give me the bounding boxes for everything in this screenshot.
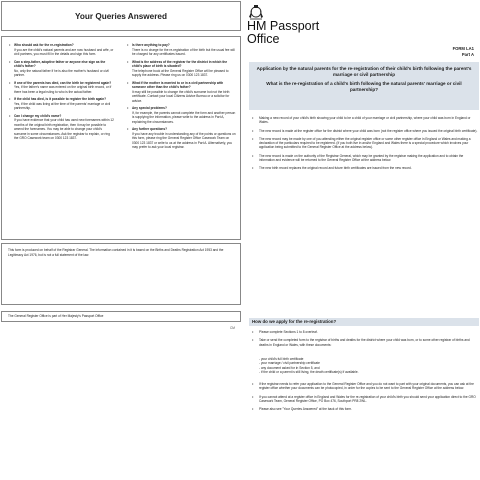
query-answer: It may still be possible to change the child's surname but not the birth certificate. Contact your local Citizens Advice Bureau or a solicitor for advice. (132, 89, 230, 103)
document-item: - if the child or a parent is still living, the death certificate(s) if available. (259, 369, 359, 374)
query-item (126, 43, 236, 57)
query-answer: If you have evidence that your child has used new forenames within 12 months of the original birth registration, then it may be possible to amend the forenames. You may be able to change your child's surname in some circumstances. Ask the registrar to explain, or ring the GRO Casework team on 0300 123 1837. (14, 118, 114, 140)
queries-title: Your Queries Answered (1, 1, 241, 31)
query-question: • What is the address of the registrar for the district in which the child's place of birth is situated? (132, 59, 228, 68)
query-question: • Any further questions? (132, 127, 168, 131)
query-item (126, 127, 236, 150)
form-title-banner (249, 62, 479, 110)
logo-line-2: Office (247, 32, 280, 46)
re-registration-explanation (249, 116, 479, 175)
query-question: • If the child has died, is it possible to register the birth again? (14, 97, 107, 101)
queries-column-right (126, 43, 236, 153)
query-question: • What if the mother is married to or in a civil partnership with someone other than the child's father? (132, 80, 224, 89)
queries-column-left (8, 43, 114, 144)
query-answer: If, for example, the parents cannot complete the form and another person is supplying the information, please write to the address in Part A, explaining the circumstances. (132, 110, 236, 124)
query-item (126, 60, 236, 78)
query-item (8, 43, 114, 57)
query-answer: If you have any trouble in understanding any of the points or questions on this form, please ring the General Register Office Casework Team on 0300 123 1837 or write to us at the address in Part A. Alternatively, you may prefer to ask your local registrar. (132, 131, 236, 149)
bullet-item: • Making a new record of your child's birth showing your child to be a child of your marriage or civil partnership, where your child was born in England or Wales. (249, 116, 479, 125)
document-item: - any document asked for in Section 5, and (259, 365, 320, 370)
bullet-item: • If you cannot attend at a register office in England and Wales for the re-registration of your child's birth you should send your application direct to the GRO Casework Team, General Register Office, PO Box 476, Southport PR8 2WL. (249, 395, 479, 404)
apply-steps (249, 330, 479, 351)
query-answer: No, only the natural father if he is also the mother's husband or civil partner. (14, 68, 109, 77)
query-item (8, 60, 114, 78)
bullet-item: • Please also see "Your Queries Answered" at the back of this form. (249, 407, 479, 411)
bullet-item: • The new record may be made by one of you attending either the original register office or some other register office in England or Wales and making a declaration of the particulars required to be registered. (If you both live in and/or England and Wales there is a special procedure which involves your application being submitted to the General Register Office at the address below). (249, 137, 479, 150)
bullet-item: • Take or send the completed form to the registrar of births and deaths for the district where your child was born, or to some other registrar of births and deaths in England or Wales, with these documents: (249, 338, 479, 347)
bullet-item: • Please complete Sections 1 to 8 overleaf. (249, 330, 479, 334)
document-item: - your child's full birth certificate (259, 357, 304, 361)
query-question: • Can I change my child's name? (14, 113, 62, 118)
query-answer: Yes, if the child was living at the time of the parents' marriage or civil partnership. (14, 101, 111, 110)
query-answer: If you are the child's natural parents and are now husband and wife, or civil partners, you must fill in the details and sign this form. (14, 47, 114, 56)
query-answer: There is no charge for the re-registration of the birth but the usual fee will be charged for any certificates issued. (132, 47, 235, 56)
query-item (8, 114, 114, 141)
section-heading-apply: How do we apply for the re-registration? (249, 318, 479, 326)
form-identifier (453, 46, 474, 57)
main-title: Application by the natural parents for the re-registration of their child's birth following the parent's marriage or civil partnership (256, 66, 472, 77)
bullet-item: • The new record is made at the register office for the district where your child was born (not the register office where you issued the original birth certificate). (249, 129, 479, 133)
query-answer: Yes, if the father's name was entered on the original birth record, or if there has been a legal ruling to who is the actual father. (14, 85, 112, 94)
document-item: - your marriage / civil partnership certificate (259, 361, 320, 366)
query-question: • Any special problems? (132, 106, 167, 110)
sub-title: What is the re-registration of a child's birth following the natural parents' marriage or civil partnership? (266, 81, 462, 92)
query-question: • Who should ask for the re-registration? (14, 43, 74, 47)
form-code: FORM LA1 (452, 46, 474, 51)
apply-notes (249, 382, 479, 415)
page-mark: CM (230, 326, 235, 330)
query-question: • If one of the parents has died, can the birth be registered again? (14, 80, 112, 85)
query-item (8, 81, 114, 95)
queries-panel (1, 36, 241, 240)
query-item (126, 106, 236, 124)
bullet-item: • The new birth record replaces the original record and future birth certificates are issued from the new record. (249, 166, 479, 170)
form-part: Part A (461, 51, 474, 57)
query-answer: The telephone book at the General Register Office will be pleased to supply the address. Please ring us on 0300 123 1837. (132, 68, 229, 77)
office-credit: The General Register Office is part of Her Majesty's Passport Office (1, 311, 241, 322)
query-question: • Can a step-father, adoptive father or anyone else sign as the child's father? (14, 59, 106, 68)
required-documents (249, 357, 480, 374)
royal-crest-icon (247, 4, 265, 20)
bullet-item: • The new record is made on the authority of the Registrar General, which may be granted by the registrar making the application and to obtain the information and evidence will be returned to the General Register Office at the address below. (249, 154, 479, 163)
logo-text (247, 20, 319, 46)
legal-footnote: This form is produced on behalf of the Registrar General. The information contained in it is based on the Births and Deaths Registration Act 1953 and the Legitimacy Act 1976, but is not a full statement of the law. (1, 243, 241, 305)
logo-line-1: HM Passport (247, 19, 320, 33)
bullet-item: • If the registrar needs to refer your application to the General Register Office and you do not want to part with your original documents, you can ask at the register office whether your documents can be photocopied, in order for the copies to be sent to the General Register Office at the address below. (249, 382, 479, 391)
query-item (8, 97, 114, 111)
hm-passport-office-logo (247, 4, 387, 46)
query-item (126, 81, 236, 104)
query-question: • Is there anything to pay? (132, 43, 170, 47)
